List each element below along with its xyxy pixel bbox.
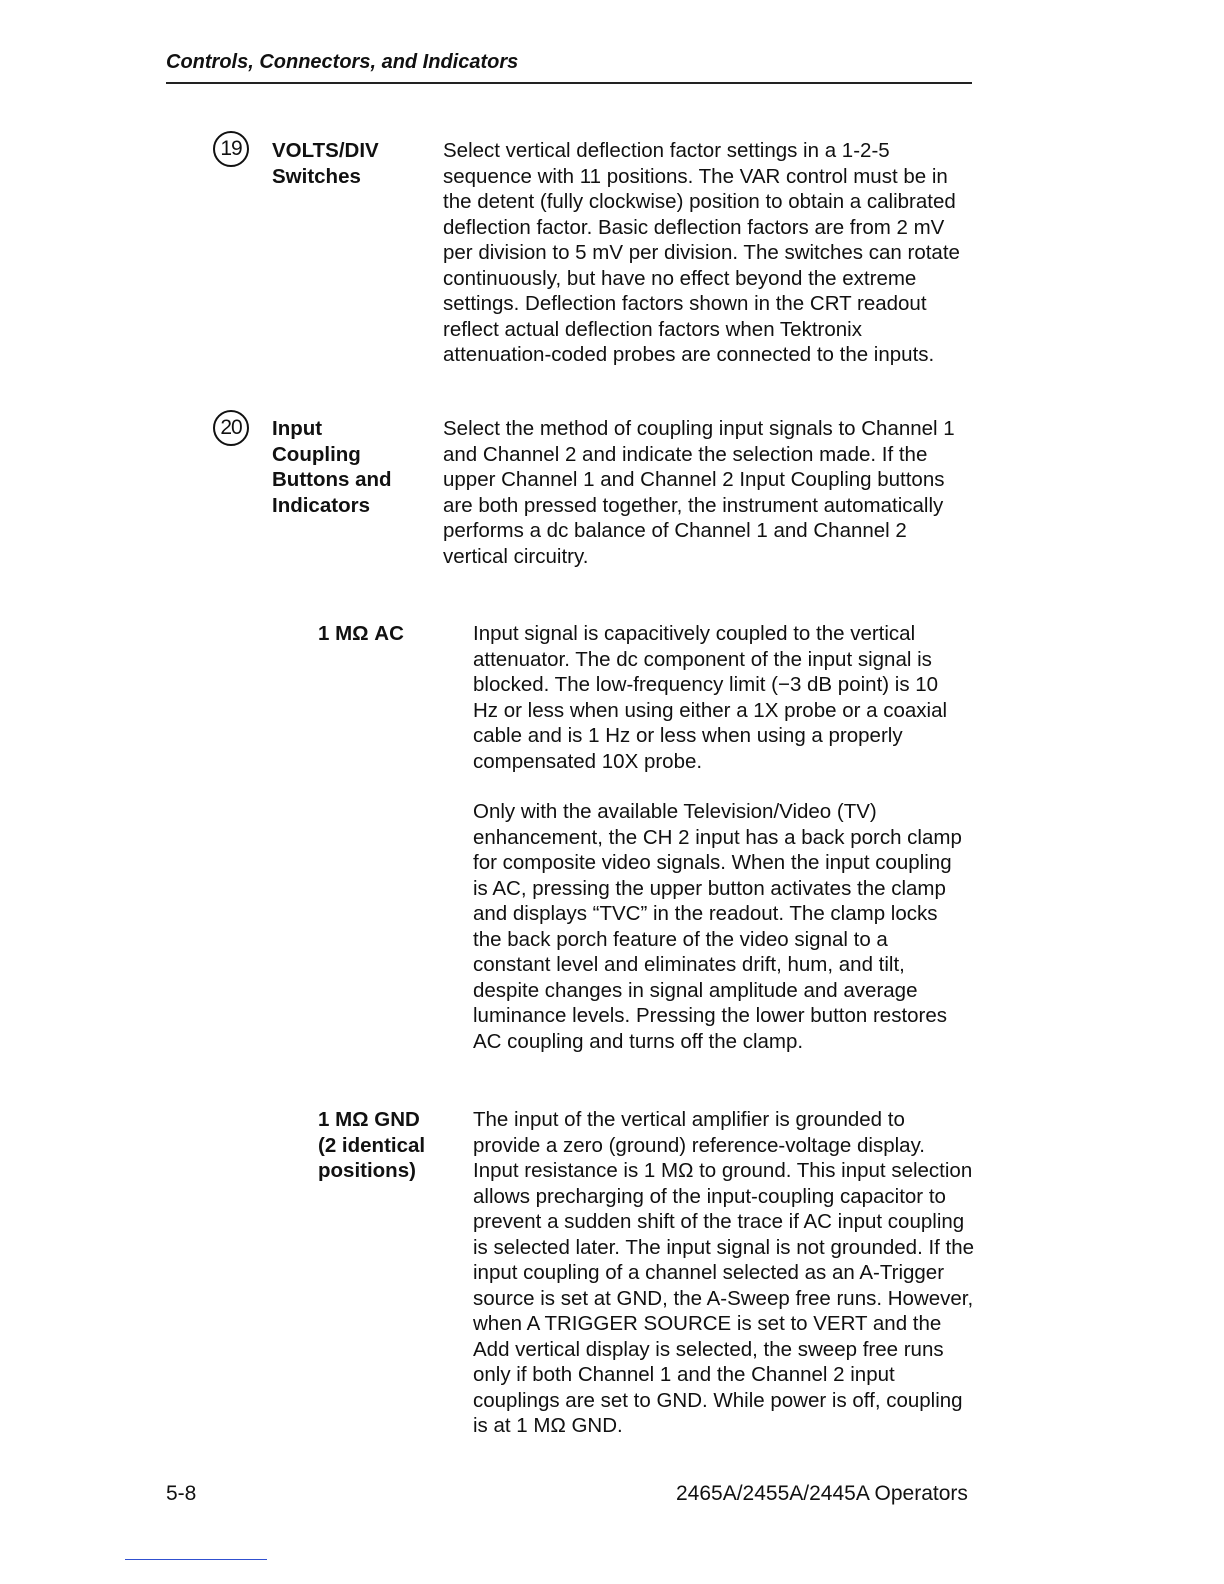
- page-header: [166, 50, 972, 84]
- item-20-description: [443, 416, 975, 569]
- subitem-label-line: (2 identical: [318, 1133, 426, 1157]
- page-number: 5-8: [166, 1482, 197, 1505]
- callout-number-19: 19: [213, 131, 249, 167]
- item-label-line: VOLTS/DIV: [272, 139, 379, 162]
- description-paragraph: Input signal is capacitively coupled to the vertical attenuator. The dc component of the input signal is blocked. The low-frequency limit (−3 dB point) is 10 Hz or less when using either a 1X probe or a coaxial cable and is 1 Hz or less when using a properly compensated 10X probe.: [473, 622, 948, 773]
- subitem-ac-description: [473, 621, 963, 1054]
- item-19-description: [443, 138, 975, 368]
- item-label-line: Coupling: [272, 442, 361, 466]
- header-title: Controls, Connectors, and Indicators: [166, 51, 519, 73]
- subitem-label-line: positions): [318, 1159, 416, 1182]
- description-paragraph: Only with the available Television/Video (TV) enhancement, the CH 2 input has a back porch clamp for composite video signals. When the input coupling is AC, pressing the upper button activates the clamp and displays “TVC” in the readout. The clamp locks the back porch feature of the video signal to a constant level and eliminates drift, hum, and tilt, despite changes in signal amplitude and average luminance levels. Pressing the lower button restores AC coupling and turns off the clamp.: [473, 800, 962, 1053]
- item-19-label: [272, 138, 379, 189]
- subitem-label-line: 1 MΩ GND: [318, 1108, 420, 1131]
- callout-number-20: 20: [213, 410, 249, 446]
- item-label-line: Indicators: [272, 493, 370, 517]
- footer-rule: [125, 1559, 267, 1560]
- item-label-line: Input: [272, 417, 323, 440]
- item-label-line: Switches: [272, 164, 361, 188]
- subitem-gnd-label: [318, 1107, 425, 1184]
- description-paragraph: The input of the vertical amplifier is grounded to provide a zero (ground) reference-voltage display. Input resistance is 1 MΩ to ground. This input selection allows precharging of the input-coupling capacitor to prevent a sudden shift of the trace if AC input coupling is selected later. The input signal is not grounded. If the input coupling of a channel selected as an A-Trigger source is set at GND, the A-Sweep free runs. However, when A TRIGGER SOURCE is set to VERT and the Add vertical display is selected, the sweep free runs only if both Channel 1 and the Channel 2 input couplings are set to GND. While power is off, coupling is at 1 MΩ GND.: [473, 1108, 975, 1437]
- subitem-gnd-description: [473, 1107, 975, 1439]
- item-20-label: [272, 416, 392, 518]
- description-paragraph: Select vertical deflection factor settings in a 1-2-5 sequence with 11 positions. The VAR control must be in the detent (fully clockwise) position to obtain a calibrated deflection factor. Basic deflection factors are from 2 mV per division to 5 mV per division. The switches can rotate continuously, but have no effect beyond the extreme settings. Deflection factors shown in the CRT readout reflect actual deflection factors when Tektronix attenuation-coded probes are connected to the inputs.: [443, 139, 960, 366]
- description-paragraph: Select the method of coupling input signals to Channel 1 and Channel 2 and indicate the selection made. If the upper Channel 1 and Channel 2 Input Coupling buttons are both pressed together, the instrument automatically performs a dc balance of Channel 1 and Channel 2 vertical circuitry.: [443, 417, 955, 568]
- subitem-label-line: 1 MΩ AC: [318, 622, 404, 645]
- subitem-ac-label: [318, 621, 404, 647]
- item-label-line: Buttons and: [272, 468, 392, 491]
- document-title: 2465A/2455A/2445A Operators: [676, 1482, 968, 1505]
